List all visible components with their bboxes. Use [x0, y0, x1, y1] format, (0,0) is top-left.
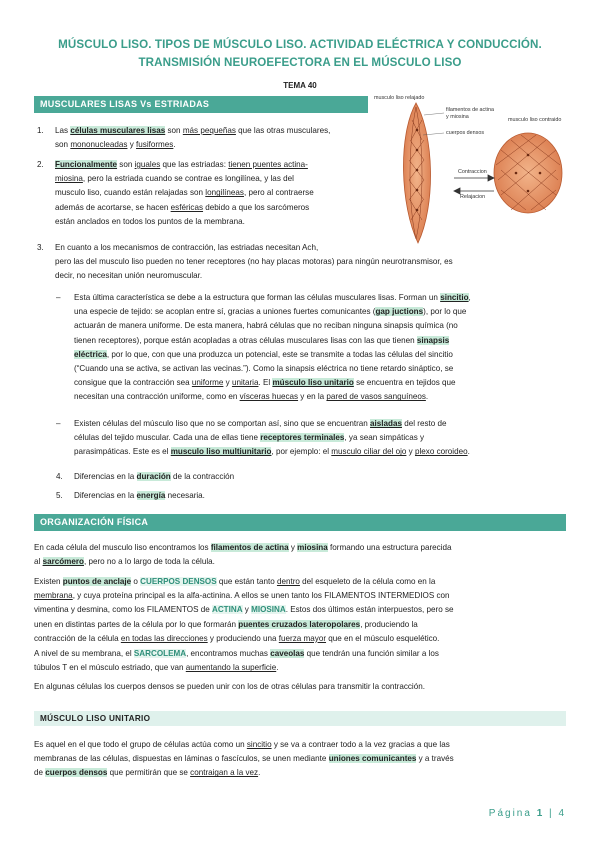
item-number: 1. — [37, 126, 44, 135]
section-header-musculo-liso-unitario: MÚSCULO LISO UNITARIO — [34, 711, 566, 726]
page-number: 1 — [536, 808, 545, 819]
org-paragraph-1: En cada célula del musculo liso encontramos los filamentos de actina y miosina formando una estructura parecida al sarcómero, pero no a lo largo de toda la célula. — [34, 543, 452, 567]
title-line-2: TRANSMISIÓN NEUROEFECTORA EN EL MÚSCULO LISO — [138, 56, 462, 69]
label-contracted: musculo liso contraido — [508, 117, 562, 123]
title-line-1: MÚSCULO LISO. TIPOS DE MÚSCULO LISO. ACTIVIDAD ELÉCTRICA Y CONDUCCIÓN. — [58, 38, 542, 51]
sub-item-multiunitario: Existen células del músculo liso que no se comportan así, sino que se encuentran aisladas del resto de células del tejido muscular. Cada una de ellas tiene receptores terminales, ya sean simpáticas y parasimpáticas. Este es el musculo liso multiunitario, por ejemplo: el musculo ciliar del ojo y plexo coroideo. — [74, 419, 470, 457]
org-paragraph-4: En algunas células los cuerpos densos se pueden unir con los de otras células para transmitir la contracción. — [34, 682, 425, 691]
page-footer: Página 1 | 4 — [488, 808, 566, 819]
list-item-5: Diferencias en la energía necesaria. — [74, 491, 205, 500]
item-number: 4. — [56, 472, 63, 481]
label-relaxation: Relajacion — [460, 194, 486, 200]
section-header-lisas-vs-estriadas: MUSCULARES LISAS Vs ESTRIADAS — [34, 96, 368, 113]
page-total: 4 — [558, 808, 566, 819]
org-paragraph-3: A nivel de su membrana, el SARCOLEMA, encontramos muchas caveolas que tendrán una función similar a los túbulos T en el músculo estriado, que van aumentando la superficie. — [34, 649, 439, 673]
label-filaments: filamentos de actina y miosina — [446, 107, 494, 120]
dash-bullet: – — [56, 293, 61, 302]
unit-paragraph: Es aquel en el que todo el grupo de células actúa como un sincitio y se va a contraer todo a la vez gracias a que las membranas de las células, dispuestas en láminas o fascículos, se unen mediante uniones comunicantes y a través de cuerpos densos que permitirán que se contraigan a la vez. — [34, 740, 454, 778]
label-relaxed: musculo liso relajado — [374, 95, 425, 101]
item-number: 5. — [56, 491, 63, 500]
item-number: 3. — [37, 243, 44, 252]
item-number: 2. — [37, 160, 44, 169]
topic-number: TEMA 40 — [283, 81, 317, 90]
list-item-1: Las células musculares lisas son más pequeñas que las otras musculares, son mononucleadas y fusiformes. — [55, 126, 331, 150]
document-title — [30, 36, 570, 72]
org-paragraph-2: Existen puntos de anclaje o CUERPOS DENSOS que están tanto dentro del esqueleto de la célula como en la membrana, y cuya proteína principal es la alfa-actinina. A ellos se unen tanto los FILAMENTOS INTERMEDIOS con vimentina y desmina, como los FILAMENTOS de ACTINA y MIOSINA. Estos dos últimos están interpuestos, pero se unen en distintas partes de la célula por lo que formarán puentes cruzados lateropolares, produciendo la contracción de la célula en todas las direcciones y produciendo una fuerza mayor que en el músculo esquelético. — [34, 577, 454, 643]
label-dense-bodies: cuerpos densos — [446, 130, 485, 136]
list-item-3: En cuanto a los mecanismos de contracción, las estriadas necesitan Ach, pero las del musculo liso pueden no tener receptores (no hay placas motoras) para ningún neurotransmisor, es decir, no necesitan unión neuromuscular. — [55, 243, 453, 281]
list-item-2: Funcionalmente son iguales que las estriadas: tienen puentes actina- miosina, pero la estriada cuando se contrae es longilínea, y las del musculo liso, cuando están relajadas son longilíneas, pero al contraerse además de acortarse, se hacen esféricas debido a que los sarcómeros están anclados en todos los puntos de la membrana. — [55, 160, 314, 226]
smooth-muscle-figure — [376, 95, 568, 245]
label-contraction: Contraccion — [458, 169, 487, 175]
list-item-4: Diferencias en la duración de la contracción — [74, 472, 235, 481]
section-header-organizacion-fisica: ORGANIZACIÓN FÍSICA — [34, 514, 566, 531]
dash-bullet: – — [56, 419, 61, 428]
sub-item-sincitio: Esta última característica se debe a la estructura que forman las células musculares lisas. Forman un sincitio, una especie de tejido: se acoplan entre sí, gracias a uniones fuertes comunicantes (gap juctions), por lo que actuarán de manera uniforme. De esta manera, habrá células que no reciban ninguna sinapsis química (no tienen receptores), porque están acopladas a otras células musculares lisas con las que tienen sinapsis eléctrica, por lo que, con que una produzca un potencial, este se transmite a todas las células del sincitio (“Cuando una se activa, se activan las vecinas.”). Como la sinapsis eléctrica no tiene retardo sináptico, se consigue que la contracción sea uniforme y unitaria. El músculo liso unitario se encuentra en tejidos que necesitan una contracción uniforme, como en vísceras huecas y en la pared de vasos sanguíneos. — [74, 293, 471, 402]
